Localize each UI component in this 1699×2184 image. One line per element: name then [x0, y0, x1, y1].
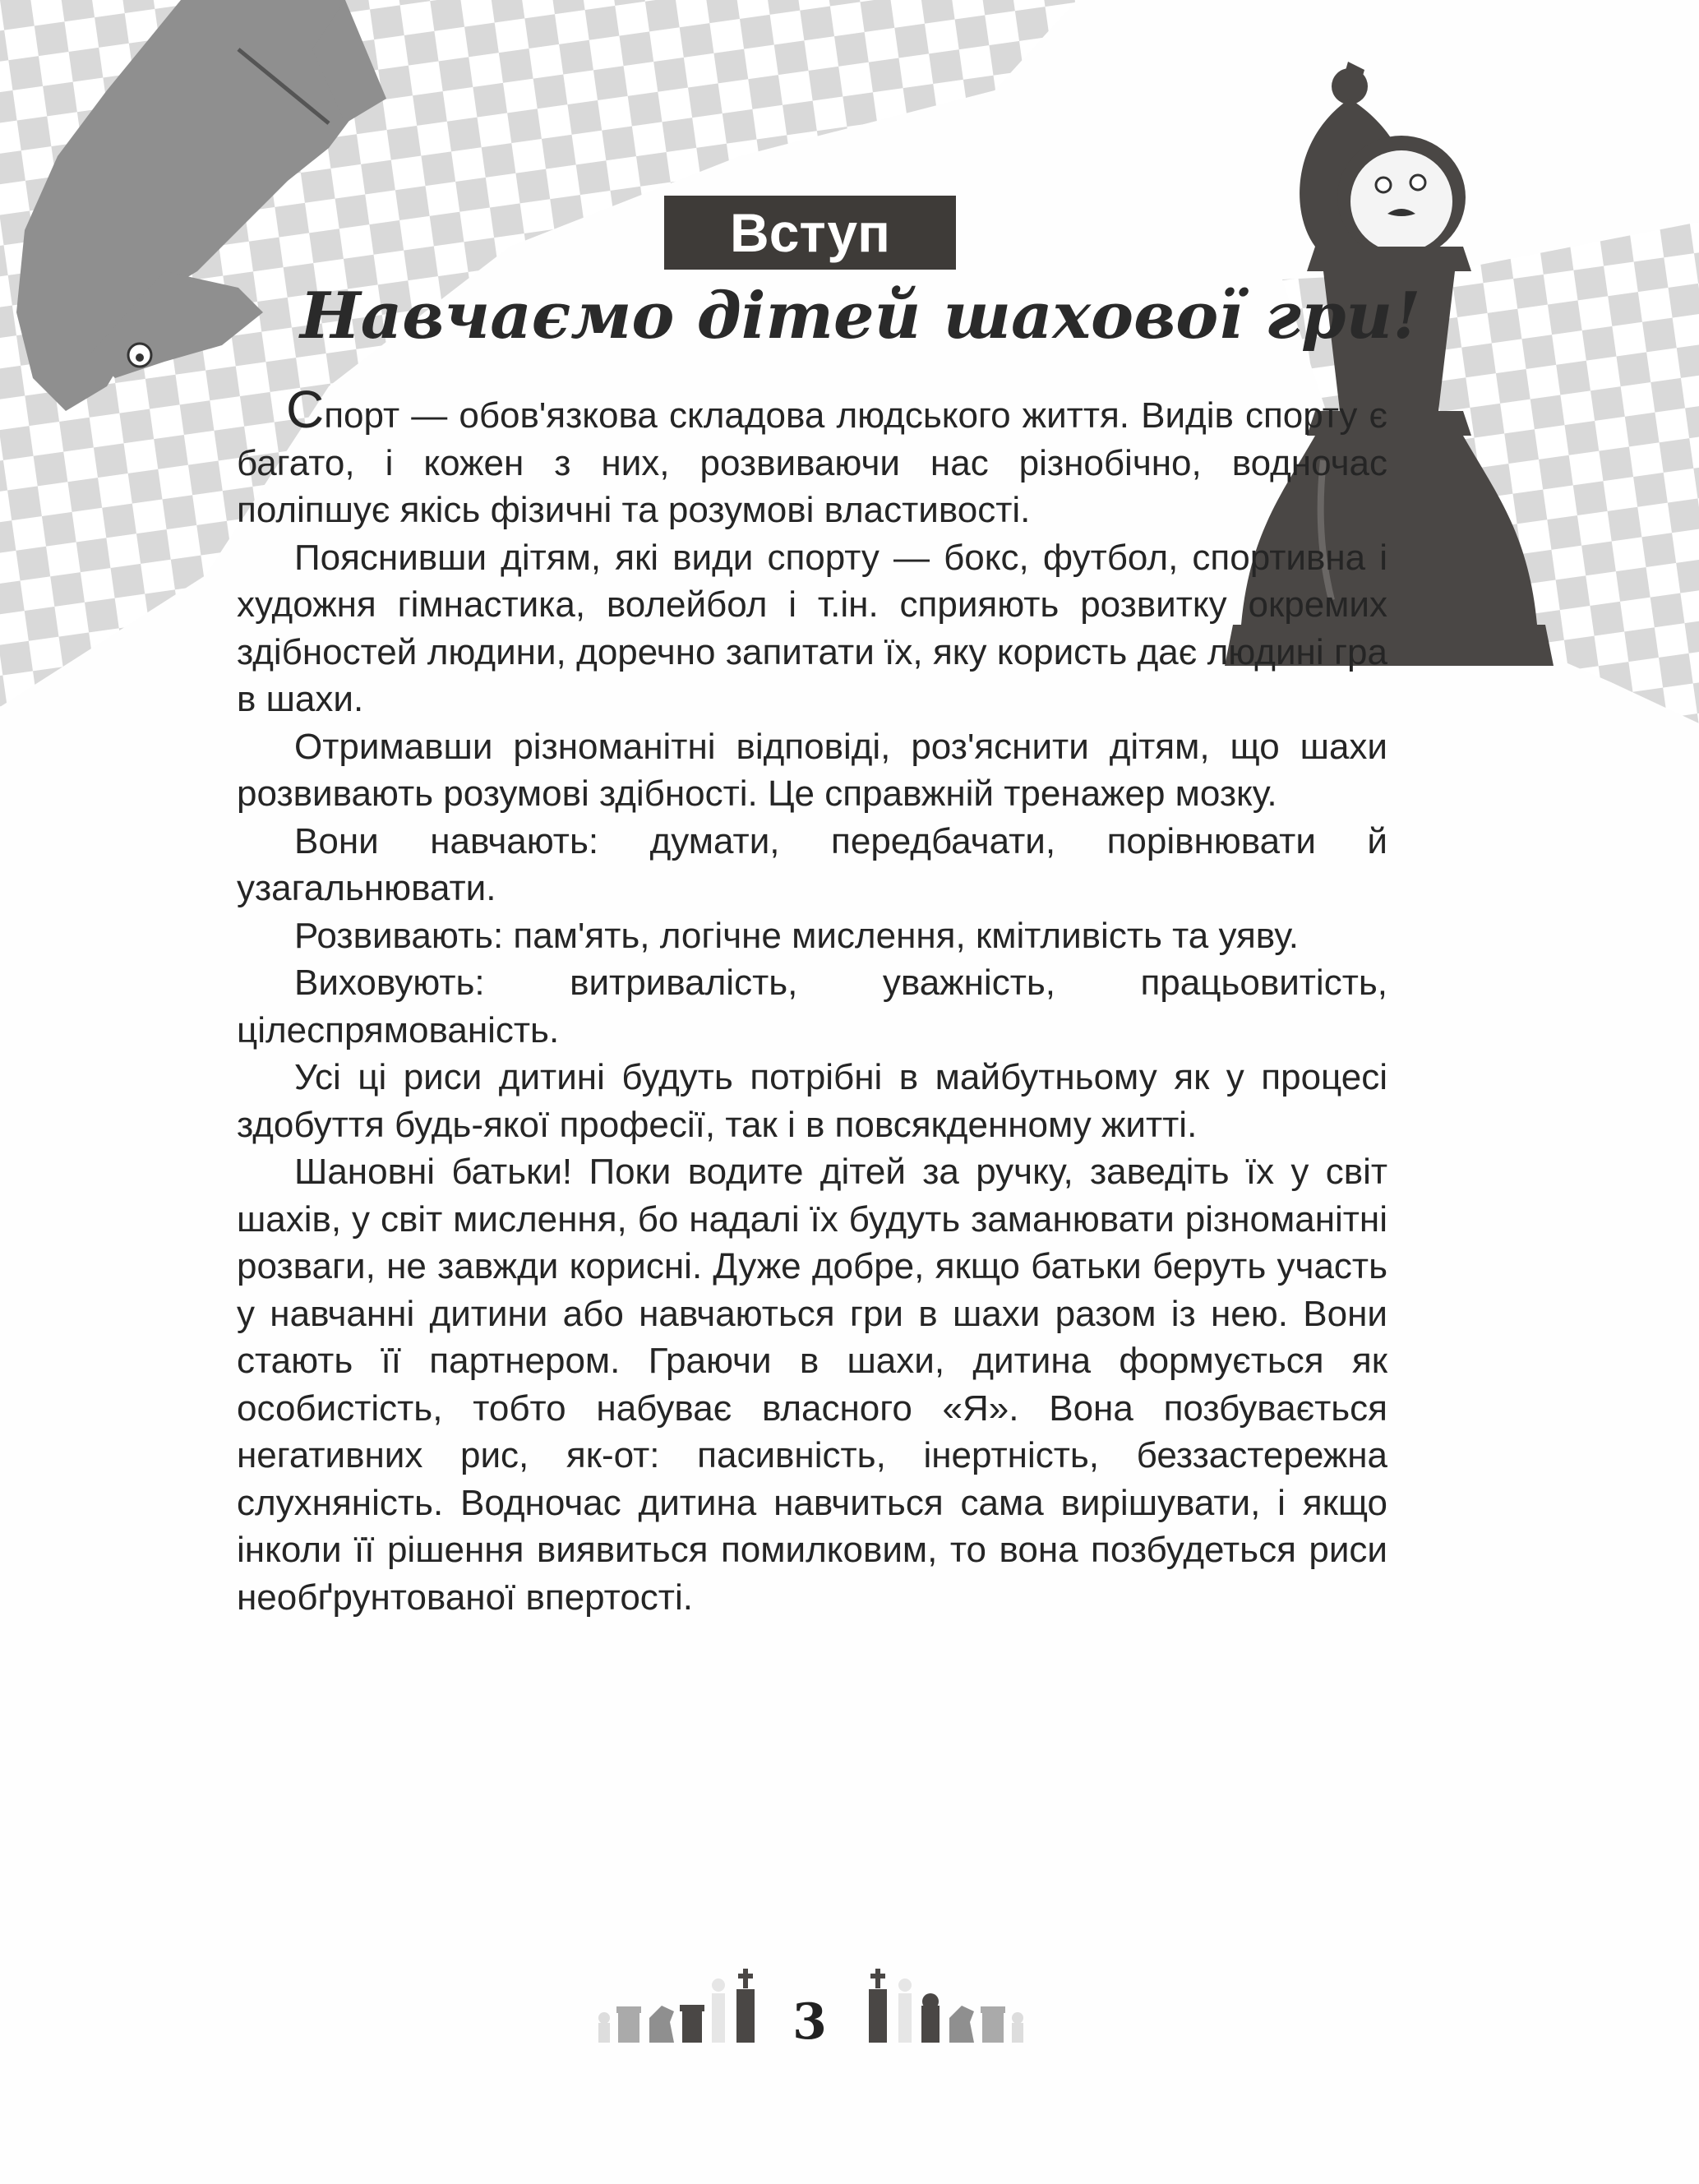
footer-pieces-left	[592, 1960, 773, 2051]
rook-icon	[616, 2006, 641, 2043]
paragraph-7: Усі ці риси дитині будуть потрібні в майбутньому як у процесі здобуття будь-якої професії, так і в повсякденному житті.	[237, 1057, 1387, 1145]
bishop-icon	[921, 1993, 940, 2043]
paragraph-1: Спорт — обов'язкова складова людського життя. Видів спорту є багато, і кожен з них, розвиваючи нас різнобічно, водночас поліпшує якісь фізичні та розумові властивості.	[237, 380, 1387, 530]
paragraph-6: Виховують: витривалість, уважність, працьовитість, цілеспрямованість.	[237, 963, 1387, 1050]
paragraph-8: Шановні батьки! Поки водите дітей за ручку, заведіть їх у світ шахів, у світ мислення, бо надалі їх будуть заманювати різноманітні розваги, не завжди корисні. Дуже добре, якщо батьки беруть участь у навчанні дитини або навчаються гри в шахи разом із нею. Вони стають її партнером. Граючи в шахи, дитина формується як особистість, тобто набуває власного «Я». Вона позбувається негативних рис, як-от: пасивність, інертність, беззастережна слухняність. Водночас дитина навчиться сама вирішувати, і якщо інколи її рішення виявиться помилковим, то вона позбудеться риси необґрунтованої впертості.	[237, 1152, 1387, 1618]
paragraph-5: Розвивають: пам'ять, логічне мислення, кмітливість та уяву.	[294, 915, 1300, 956]
knight-icon	[649, 2006, 674, 2043]
rook-icon	[680, 2005, 704, 2043]
king-icon	[736, 1969, 755, 2043]
rook-icon	[981, 2006, 1005, 2043]
page-number: 3	[792, 1993, 827, 2051]
paragraph-2: Пояснивши дітям, які види спорту — бокс, футбол, спортивна і художня гімнастика, волейбол і т.ін. сприяють розвитку окремих здібностей людини, доречно запитати їх, яку користь дає людині гра в шахи.	[237, 537, 1387, 719]
pawn-icon	[598, 2012, 610, 2043]
paragraph-3: Отримавши різноманітні відповіді, роз'яснити дітям, що шахи розвивають розумові здібності. Це справжній тренажер мозку.	[237, 726, 1387, 814]
queen-icon	[712, 1979, 725, 2043]
pawn-icon	[1012, 2012, 1023, 2043]
queen-icon	[898, 1979, 912, 2043]
page-subtitle: Навчаємо дітей шахової гри!	[300, 279, 1421, 353]
paragraph-4: Вони навчають: думати, передбачати, порівнювати й узагальнювати.	[237, 820, 1387, 908]
king-icon	[869, 1969, 887, 2043]
body-text	[237, 380, 1387, 1621]
dropcap: С	[286, 380, 325, 439]
footer-pieces-right	[851, 1960, 1032, 2051]
knight-icon	[949, 2006, 974, 2043]
section-title: Вступ	[664, 196, 956, 270]
